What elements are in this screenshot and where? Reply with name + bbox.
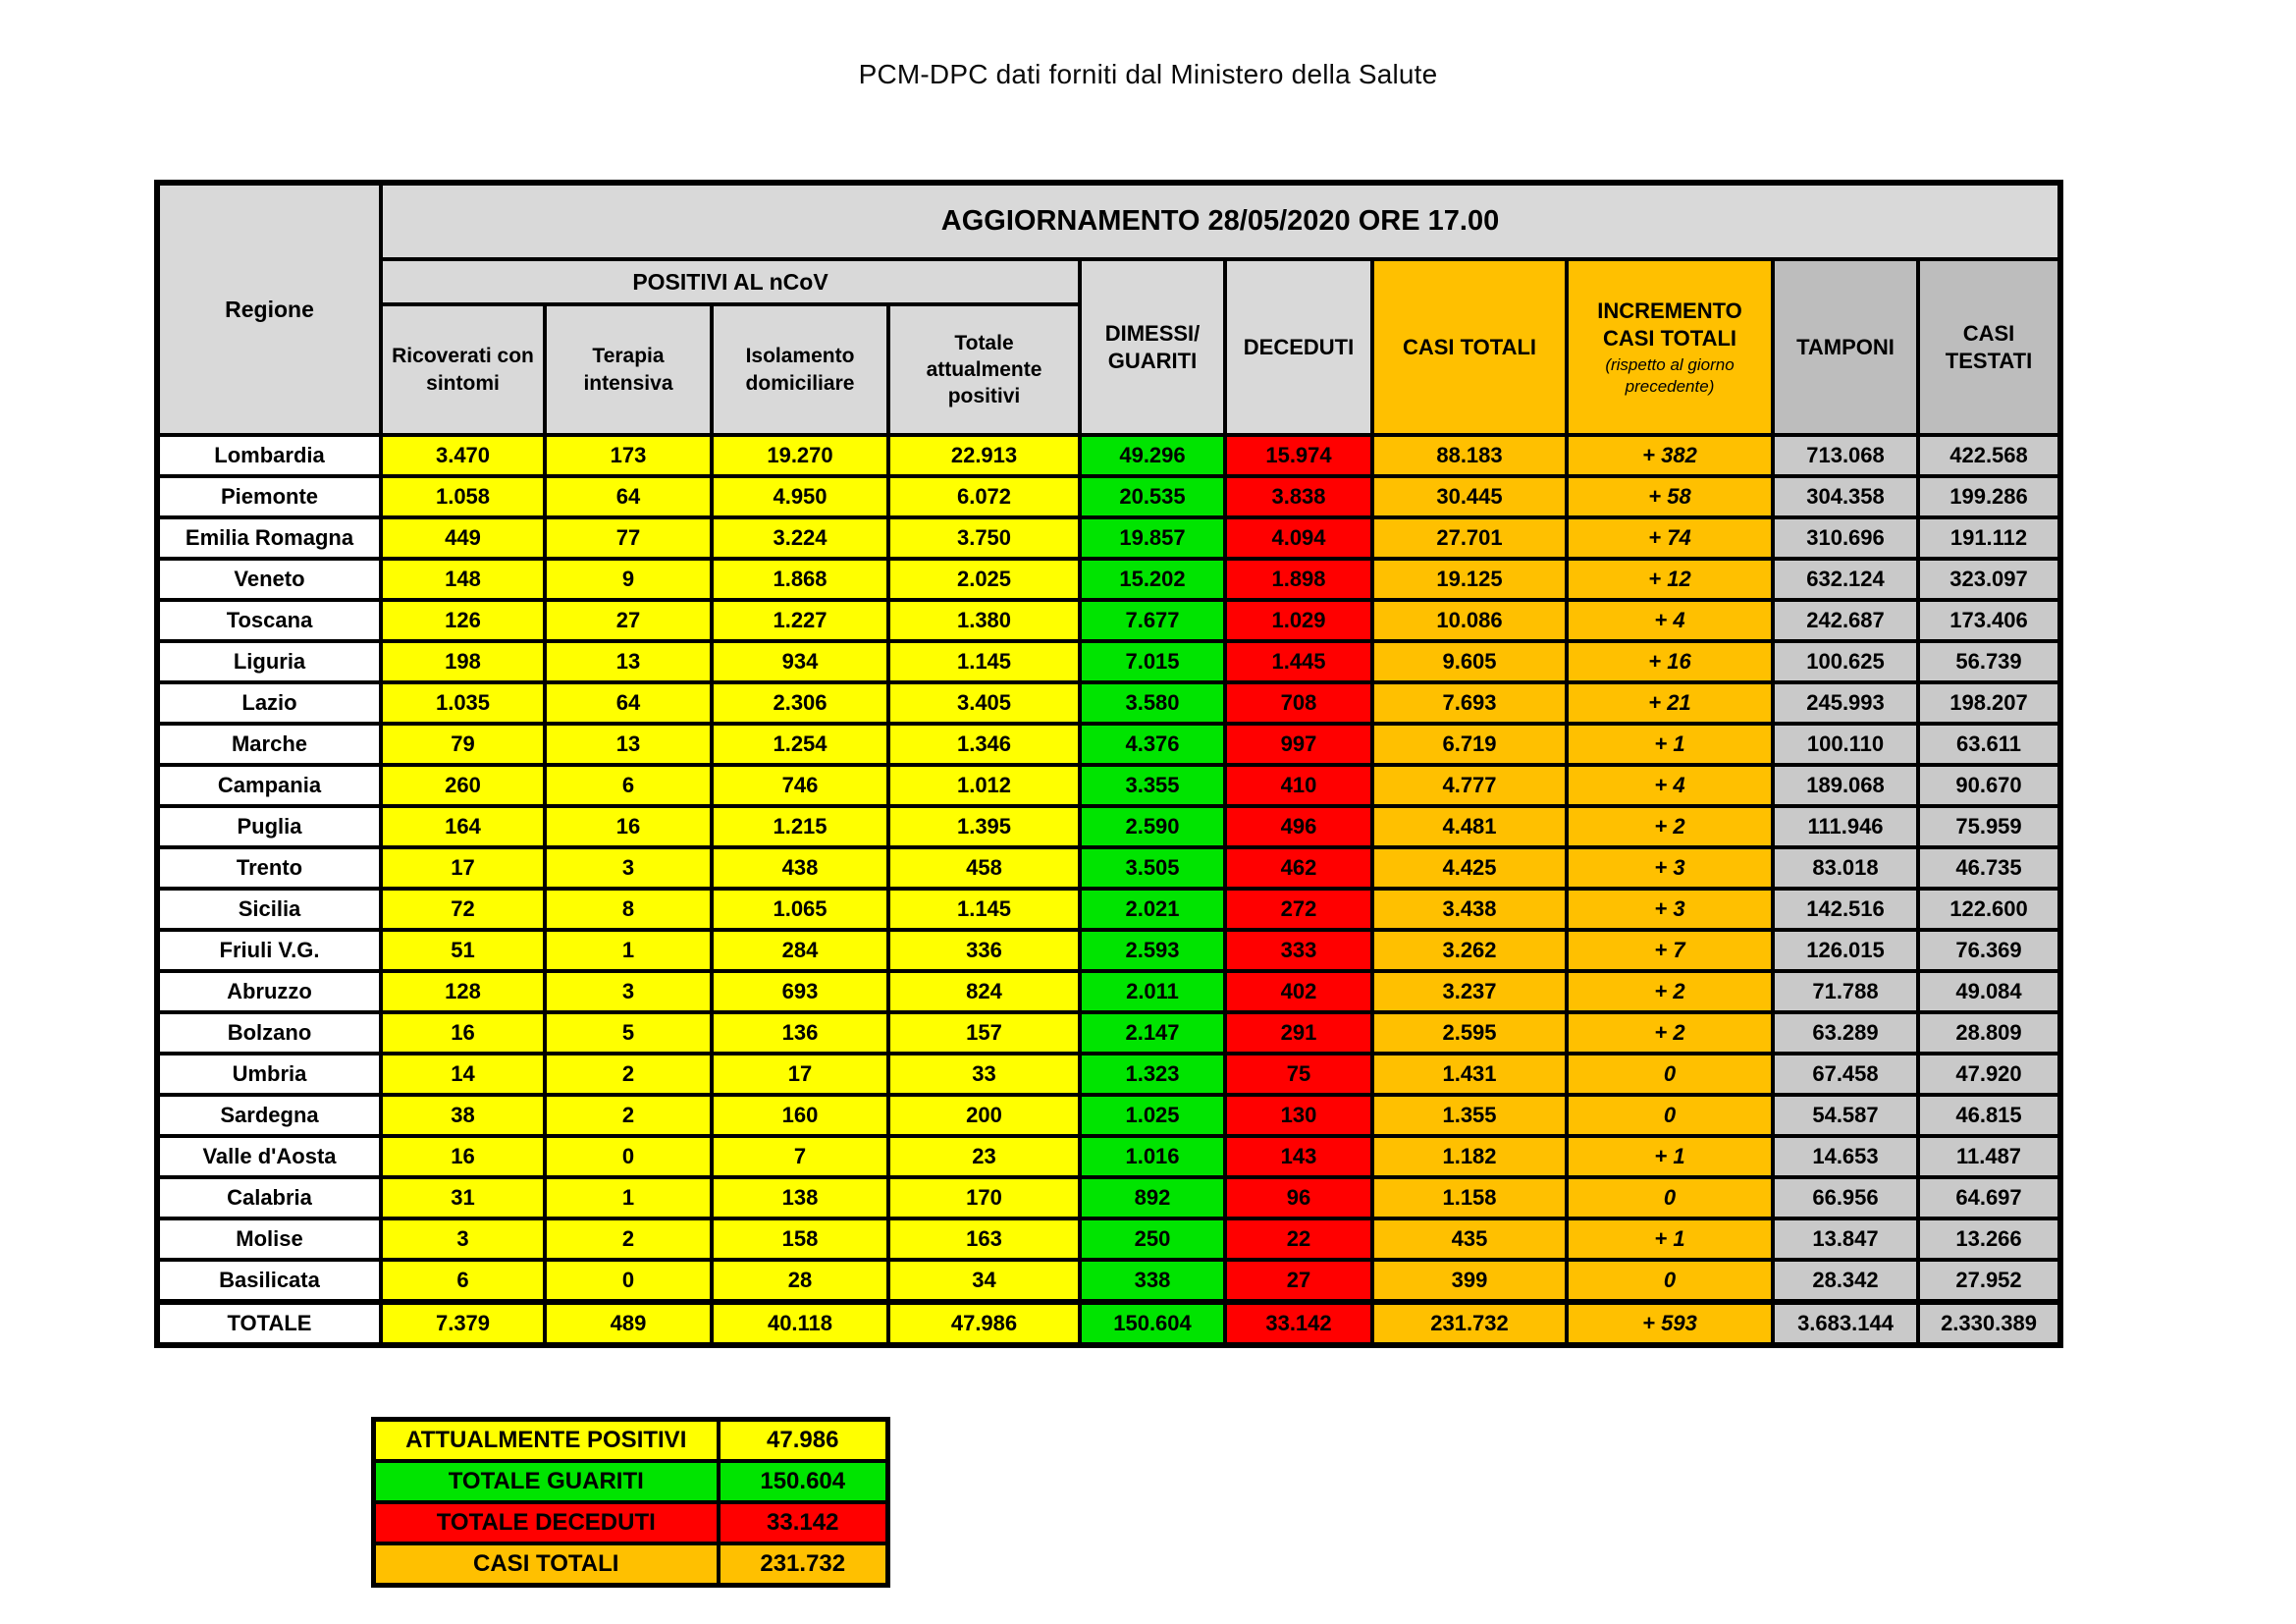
region-row [157, 724, 2060, 765]
value-cell: 333 [1225, 930, 1372, 971]
region-name-cell: Sardegna [157, 1095, 381, 1136]
value-cell: + 58 [1567, 476, 1773, 517]
region-name-cell: Piemonte [157, 476, 381, 517]
value-cell: 713.068 [1773, 435, 1918, 476]
header-regione: Regione [157, 183, 381, 435]
value-cell: 27 [545, 600, 712, 641]
summary-label: TOTALE GUARITI [374, 1461, 719, 1502]
value-cell: 1.868 [712, 559, 888, 600]
value-cell: 11.487 [1918, 1136, 2060, 1177]
value-cell: + 2 [1567, 806, 1773, 847]
value-cell: 2.593 [1080, 930, 1225, 971]
region-name-cell: Trento [157, 847, 381, 889]
value-cell: 22.913 [888, 435, 1080, 476]
value-cell: 158 [712, 1218, 888, 1260]
total-label-cell: TOTALE [157, 1302, 381, 1345]
region-row [157, 1054, 2060, 1095]
total-row [157, 1302, 2060, 1345]
value-cell: 3.262 [1372, 930, 1567, 971]
value-cell: 489 [545, 1302, 712, 1345]
value-cell: 1.323 [1080, 1054, 1225, 1095]
value-cell: 56.739 [1918, 641, 2060, 682]
value-cell: 3.224 [712, 517, 888, 559]
header-incremento [1567, 259, 1773, 435]
value-cell: 399 [1372, 1260, 1567, 1302]
value-cell: 3.237 [1372, 971, 1567, 1012]
region-row [157, 806, 2060, 847]
value-cell: 64 [545, 476, 712, 517]
value-cell: 272 [1225, 889, 1372, 930]
value-cell: 260 [381, 765, 545, 806]
value-cell: 100.110 [1773, 724, 1918, 765]
value-cell: 7.677 [1080, 600, 1225, 641]
value-cell: 3.505 [1080, 847, 1225, 889]
value-cell: 1.182 [1372, 1136, 1567, 1177]
value-cell: 83.018 [1773, 847, 1918, 889]
value-cell: 164 [381, 806, 545, 847]
value-cell: 1.227 [712, 600, 888, 641]
value-cell: + 593 [1567, 1302, 1773, 1345]
value-cell: 130 [1225, 1095, 1372, 1136]
value-cell: 138 [712, 1177, 888, 1218]
value-cell: 63.611 [1918, 724, 2060, 765]
value-cell: 5 [545, 1012, 712, 1054]
value-cell: 14 [381, 1054, 545, 1095]
value-cell: 126.015 [1773, 930, 1918, 971]
value-cell: 693 [712, 971, 888, 1012]
value-cell: + 3 [1567, 889, 1773, 930]
value-cell: 8 [545, 889, 712, 930]
value-cell: 2.025 [888, 559, 1080, 600]
value-cell: 7.379 [381, 1302, 545, 1345]
region-row [157, 1260, 2060, 1302]
covid-regions-table [154, 180, 2063, 1348]
value-cell: 410 [1225, 765, 1372, 806]
summary-value: 231.732 [719, 1543, 888, 1586]
value-cell: 245.993 [1773, 682, 1918, 724]
value-cell: 79 [381, 724, 545, 765]
value-cell: + 4 [1567, 600, 1773, 641]
value-cell: 1.029 [1225, 600, 1372, 641]
value-cell: 7.015 [1080, 641, 1225, 682]
value-cell: 148 [381, 559, 545, 600]
value-cell: 6.719 [1372, 724, 1567, 765]
value-cell: 746 [712, 765, 888, 806]
header-incremento-note: (rispetto al giorno precedente) [1605, 355, 1735, 396]
value-cell: 49.296 [1080, 435, 1225, 476]
header-ricoverati: Ricoverati con sintomi [381, 304, 545, 435]
value-cell: 2.590 [1080, 806, 1225, 847]
value-cell: 10.086 [1372, 600, 1567, 641]
value-cell: 198 [381, 641, 545, 682]
value-cell: 28.809 [1918, 1012, 2060, 1054]
value-cell: 143 [1225, 1136, 1372, 1177]
value-cell: 9.605 [1372, 641, 1567, 682]
value-cell: 1.431 [1372, 1054, 1567, 1095]
value-cell: 47.986 [888, 1302, 1080, 1345]
region-name-cell: Puglia [157, 806, 381, 847]
region-row [157, 847, 2060, 889]
value-cell: 28 [712, 1260, 888, 1302]
value-cell: 100.625 [1773, 641, 1918, 682]
region-row [157, 765, 2060, 806]
region-row [157, 930, 2060, 971]
value-cell: 422.568 [1918, 435, 2060, 476]
region-row [157, 1095, 2060, 1136]
value-cell: 13.847 [1773, 1218, 1918, 1260]
value-cell: 3.405 [888, 682, 1080, 724]
value-cell: 3.438 [1372, 889, 1567, 930]
value-cell: 4.481 [1372, 806, 1567, 847]
table-header [157, 183, 2060, 435]
value-cell: 2 [545, 1054, 712, 1095]
value-cell: 1.346 [888, 724, 1080, 765]
value-cell: + 3 [1567, 847, 1773, 889]
header-tamponi: TAMPONI [1773, 259, 1918, 435]
value-cell: 4.777 [1372, 765, 1567, 806]
value-cell: 3.750 [888, 517, 1080, 559]
value-cell: 31 [381, 1177, 545, 1218]
value-cell: 77 [545, 517, 712, 559]
value-cell: 19.125 [1372, 559, 1567, 600]
region-name-cell: Bolzano [157, 1012, 381, 1054]
value-cell: 96 [1225, 1177, 1372, 1218]
region-name-cell: Toscana [157, 600, 381, 641]
header-positivi-group: POSITIVI AL nCoV [381, 259, 1080, 304]
value-cell: 6 [545, 765, 712, 806]
summary-row-totale-guariti [374, 1461, 888, 1502]
region-row [157, 435, 2060, 476]
header-deceduti: DECEDUTI [1225, 259, 1372, 435]
value-cell: 4.094 [1225, 517, 1372, 559]
value-cell: 291 [1225, 1012, 1372, 1054]
value-cell: 63.289 [1773, 1012, 1918, 1054]
value-cell: 3 [381, 1218, 545, 1260]
value-cell: 46.735 [1918, 847, 2060, 889]
value-cell: 7 [712, 1136, 888, 1177]
value-cell: 27.701 [1372, 517, 1567, 559]
summary-row-attualmente-positivi [374, 1420, 888, 1462]
value-cell: 163 [888, 1218, 1080, 1260]
value-cell: 1 [545, 930, 712, 971]
region-row [157, 517, 2060, 559]
value-cell: + 2 [1567, 1012, 1773, 1054]
value-cell: 0 [1567, 1260, 1773, 1302]
value-cell: + 21 [1567, 682, 1773, 724]
header-isolamento: Isolamento domiciliare [712, 304, 888, 435]
region-row [157, 1177, 2060, 1218]
value-cell: 250 [1080, 1218, 1225, 1260]
value-cell: + 7 [1567, 930, 1773, 971]
value-cell: 142.516 [1773, 889, 1918, 930]
value-cell: 15.202 [1080, 559, 1225, 600]
value-cell: 16 [381, 1012, 545, 1054]
value-cell: 136 [712, 1012, 888, 1054]
region-row [157, 1012, 2060, 1054]
summary-label: ATTUALMENTE POSITIVI [374, 1420, 719, 1462]
value-cell: 242.687 [1773, 600, 1918, 641]
value-cell: + 1 [1567, 1218, 1773, 1260]
value-cell: 458 [888, 847, 1080, 889]
value-cell: 64 [545, 682, 712, 724]
region-name-cell: Veneto [157, 559, 381, 600]
header-incremento-label: INCREMENTO CASI TOTALI [1597, 298, 1742, 351]
header-update-banner: AGGIORNAMENTO 28/05/2020 ORE 17.00 [381, 183, 2060, 259]
value-cell: 338 [1080, 1260, 1225, 1302]
value-cell: + 16 [1567, 641, 1773, 682]
value-cell: 0 [545, 1260, 712, 1302]
value-cell: 150.604 [1080, 1302, 1225, 1345]
region-name-cell: Calabria [157, 1177, 381, 1218]
value-cell: 2.595 [1372, 1012, 1567, 1054]
value-cell: 3 [545, 971, 712, 1012]
value-cell: 449 [381, 517, 545, 559]
value-cell: 126 [381, 600, 545, 641]
value-cell: 19.270 [712, 435, 888, 476]
value-cell: 27.952 [1918, 1260, 2060, 1302]
value-cell: 20.535 [1080, 476, 1225, 517]
region-name-cell: Molise [157, 1218, 381, 1260]
value-cell: 64.697 [1918, 1177, 2060, 1218]
value-cell: 189.068 [1773, 765, 1918, 806]
value-cell: + 1 [1567, 1136, 1773, 1177]
value-cell: 1.145 [888, 641, 1080, 682]
value-cell: 3.470 [381, 435, 545, 476]
value-cell: 1.058 [381, 476, 545, 517]
value-cell: 90.670 [1918, 765, 2060, 806]
value-cell: 4.376 [1080, 724, 1225, 765]
value-cell: 892 [1080, 1177, 1225, 1218]
value-cell: 30.445 [1372, 476, 1567, 517]
value-cell: 1.145 [888, 889, 1080, 930]
value-cell: 66.956 [1773, 1177, 1918, 1218]
value-cell: 16 [381, 1136, 545, 1177]
value-cell: 75.959 [1918, 806, 2060, 847]
value-cell: 2.147 [1080, 1012, 1225, 1054]
value-cell: 1.012 [888, 765, 1080, 806]
value-cell: 173.406 [1918, 600, 2060, 641]
summary-label: TOTALE DECEDUTI [374, 1502, 719, 1543]
region-name-cell: Marche [157, 724, 381, 765]
value-cell: 27 [1225, 1260, 1372, 1302]
value-cell: 128 [381, 971, 545, 1012]
region-name-cell: Friuli V.G. [157, 930, 381, 971]
value-cell: 934 [712, 641, 888, 682]
value-cell: 1.215 [712, 806, 888, 847]
value-cell: 2.011 [1080, 971, 1225, 1012]
value-cell: 3 [545, 847, 712, 889]
value-cell: 51 [381, 930, 545, 971]
value-cell: 67.458 [1773, 1054, 1918, 1095]
value-cell: 336 [888, 930, 1080, 971]
value-cell: 17 [381, 847, 545, 889]
value-cell: 462 [1225, 847, 1372, 889]
value-cell: 323.097 [1918, 559, 2060, 600]
header-dimessi-guariti: DIMESSI/ GUARITI [1080, 259, 1225, 435]
value-cell: 2.306 [712, 682, 888, 724]
value-cell: 1.355 [1372, 1095, 1567, 1136]
summary-value: 47.986 [719, 1420, 888, 1462]
value-cell: 122.600 [1918, 889, 2060, 930]
value-cell: 54.587 [1773, 1095, 1918, 1136]
region-name-cell: Liguria [157, 641, 381, 682]
page-title: PCM-DPC dati forniti dal Ministero della Salute [858, 59, 1438, 89]
value-cell: 0 [545, 1136, 712, 1177]
value-cell: 157 [888, 1012, 1080, 1054]
value-cell: 191.112 [1918, 517, 2060, 559]
value-cell: 231.732 [1372, 1302, 1567, 1345]
value-cell: 46.815 [1918, 1095, 2060, 1136]
value-cell: 6 [381, 1260, 545, 1302]
value-cell: 284 [712, 930, 888, 971]
value-cell: 0 [1567, 1177, 1773, 1218]
value-cell: 111.946 [1773, 806, 1918, 847]
value-cell: 4.950 [712, 476, 888, 517]
value-cell: 9 [545, 559, 712, 600]
value-cell: 33 [888, 1054, 1080, 1095]
value-cell: + 12 [1567, 559, 1773, 600]
region-row [157, 889, 2060, 930]
header-terapia-intensiva: Terapia intensiva [545, 304, 712, 435]
value-cell: 170 [888, 1177, 1080, 1218]
value-cell: 402 [1225, 971, 1372, 1012]
summary-value: 33.142 [719, 1502, 888, 1543]
value-cell: 304.358 [1773, 476, 1918, 517]
value-cell: 708 [1225, 682, 1372, 724]
value-cell: 0 [1567, 1054, 1773, 1095]
value-cell: 38 [381, 1095, 545, 1136]
value-cell: 310.696 [1773, 517, 1918, 559]
header-totale-positivi: Totale attualmente positivi [888, 304, 1080, 435]
value-cell: 2.330.389 [1918, 1302, 2060, 1345]
value-cell: 34 [888, 1260, 1080, 1302]
value-cell: 435 [1372, 1218, 1567, 1260]
region-row [157, 1218, 2060, 1260]
summary-row-casi-totali [374, 1543, 888, 1586]
value-cell: 1.380 [888, 600, 1080, 641]
region-name-cell: Emilia Romagna [157, 517, 381, 559]
summary-value: 150.604 [719, 1461, 888, 1502]
value-cell: + 1 [1567, 724, 1773, 765]
value-cell: 33.142 [1225, 1302, 1372, 1345]
table-body [157, 435, 2060, 1345]
header-casi-testati: CASI TESTATI [1918, 259, 2060, 435]
summary-row-totale-deceduti [374, 1502, 888, 1543]
value-cell: 3.838 [1225, 476, 1372, 517]
value-cell: 88.183 [1372, 435, 1567, 476]
value-cell: 71.788 [1773, 971, 1918, 1012]
value-cell: 1.025 [1080, 1095, 1225, 1136]
value-cell: 7.693 [1372, 682, 1567, 724]
region-row [157, 559, 2060, 600]
region-name-cell: Lazio [157, 682, 381, 724]
value-cell: 824 [888, 971, 1080, 1012]
region-name-cell: Valle d'Aosta [157, 1136, 381, 1177]
value-cell: 199.286 [1918, 476, 2060, 517]
value-cell: 4.425 [1372, 847, 1567, 889]
value-cell: + 382 [1567, 435, 1773, 476]
value-cell: 1.254 [712, 724, 888, 765]
region-name-cell: Abruzzo [157, 971, 381, 1012]
value-cell: 496 [1225, 806, 1372, 847]
region-name-cell: Basilicata [157, 1260, 381, 1302]
value-cell: 17 [712, 1054, 888, 1095]
value-cell: 40.118 [712, 1302, 888, 1345]
region-name-cell: Sicilia [157, 889, 381, 930]
summary-label: CASI TOTALI [374, 1543, 719, 1586]
value-cell: 28.342 [1773, 1260, 1918, 1302]
value-cell: 198.207 [1918, 682, 2060, 724]
value-cell: 173 [545, 435, 712, 476]
value-cell: + 2 [1567, 971, 1773, 1012]
value-cell: 47.920 [1918, 1054, 2060, 1095]
region-row [157, 971, 2060, 1012]
value-cell: 16 [545, 806, 712, 847]
value-cell: 6.072 [888, 476, 1080, 517]
value-cell: 14.653 [1773, 1136, 1918, 1177]
value-cell: 1.898 [1225, 559, 1372, 600]
value-cell: 75 [1225, 1054, 1372, 1095]
value-cell: 3.580 [1080, 682, 1225, 724]
value-cell: 200 [888, 1095, 1080, 1136]
value-cell: 22 [1225, 1218, 1372, 1260]
value-cell: 23 [888, 1136, 1080, 1177]
value-cell: 1.035 [381, 682, 545, 724]
value-cell: 2 [545, 1095, 712, 1136]
region-row [157, 476, 2060, 517]
value-cell: 13 [545, 641, 712, 682]
region-name-cell: Lombardia [157, 435, 381, 476]
value-cell: 438 [712, 847, 888, 889]
value-cell: 13 [545, 724, 712, 765]
value-cell: 1.395 [888, 806, 1080, 847]
value-cell: 1 [545, 1177, 712, 1218]
header-casi-totali: CASI TOTALI [1372, 259, 1567, 435]
value-cell: 1.445 [1225, 641, 1372, 682]
value-cell: 72 [381, 889, 545, 930]
value-cell: 2.021 [1080, 889, 1225, 930]
summary-table [371, 1417, 890, 1588]
value-cell: 19.857 [1080, 517, 1225, 559]
region-name-cell: Umbria [157, 1054, 381, 1095]
value-cell: 1.065 [712, 889, 888, 930]
value-cell: 3.355 [1080, 765, 1225, 806]
value-cell: 160 [712, 1095, 888, 1136]
value-cell: 3.683.144 [1773, 1302, 1918, 1345]
value-cell: 13.266 [1918, 1218, 2060, 1260]
region-row [157, 682, 2060, 724]
value-cell: 632.124 [1773, 559, 1918, 600]
value-cell: 76.369 [1918, 930, 2060, 971]
value-cell: + 74 [1567, 517, 1773, 559]
value-cell: 997 [1225, 724, 1372, 765]
value-cell: 2 [545, 1218, 712, 1260]
region-name-cell: Campania [157, 765, 381, 806]
value-cell: 49.084 [1918, 971, 2060, 1012]
region-row [157, 641, 2060, 682]
value-cell: 1.158 [1372, 1177, 1567, 1218]
value-cell: + 4 [1567, 765, 1773, 806]
value-cell: 1.016 [1080, 1136, 1225, 1177]
value-cell: 0 [1567, 1095, 1773, 1136]
region-row [157, 600, 2060, 641]
value-cell: 15.974 [1225, 435, 1372, 476]
region-row [157, 1136, 2060, 1177]
